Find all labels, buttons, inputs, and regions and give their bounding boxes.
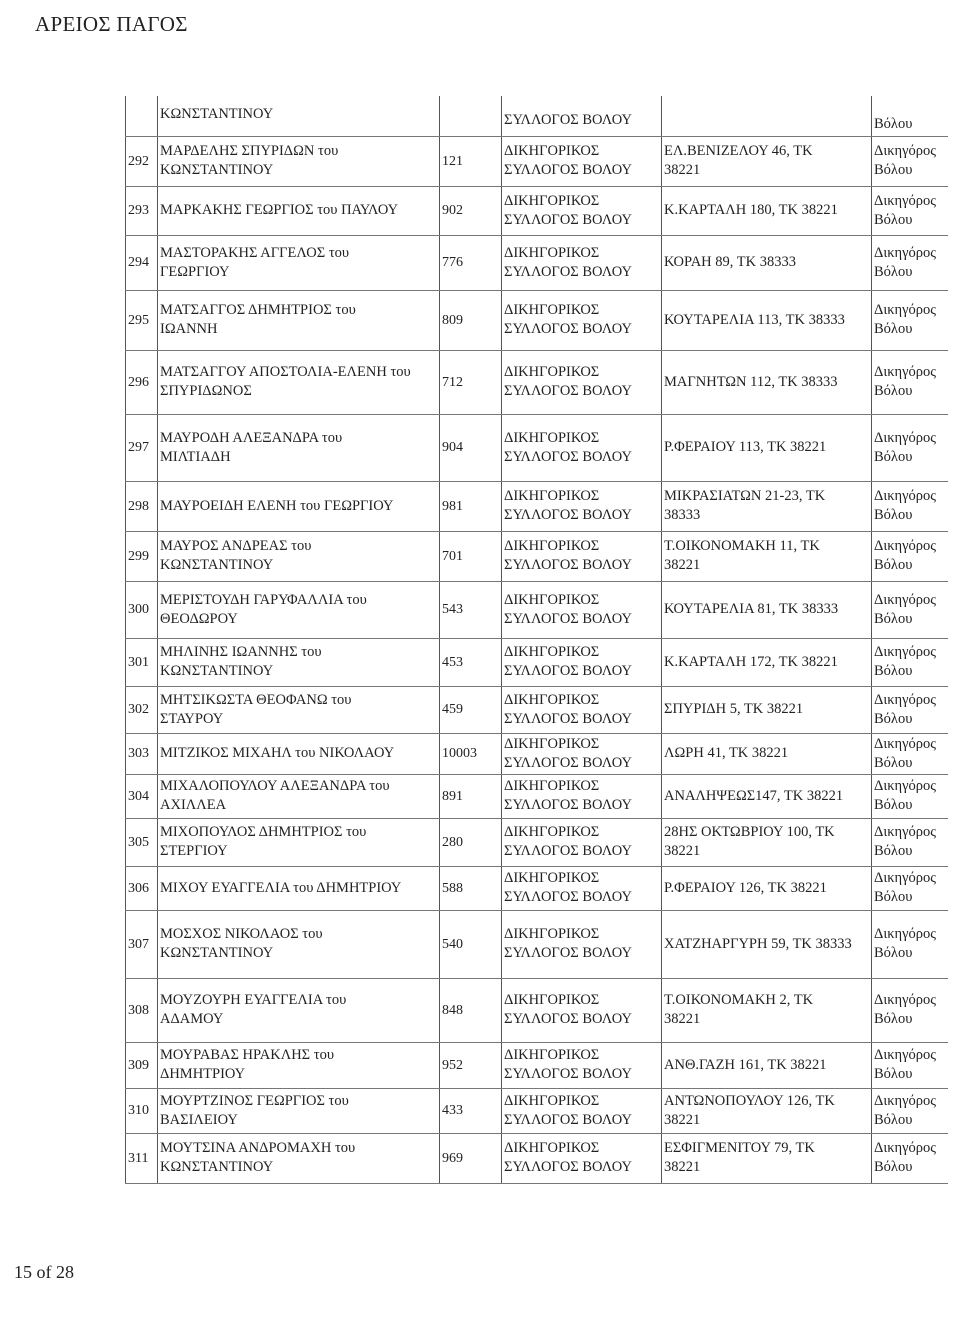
- row-number: 307: [128, 937, 149, 952]
- row-divider: [125, 774, 948, 775]
- registry-number: 453: [442, 655, 463, 670]
- lawyer-role: [874, 1092, 936, 1130]
- lawyer-name-line: ΜΑΤΣΑΓΓΟΣ ΔΗΜΗΤΡΙΟΣ του: [160, 302, 356, 318]
- registry-number: 121: [442, 154, 463, 169]
- office-address-line: Τ.ΟΙΚΟΝΟΜΑΚΗ 2, ΤΚ: [664, 992, 814, 1008]
- lawyer-role-line: Δικηγόρος: [874, 592, 937, 608]
- row-number: 300: [128, 602, 149, 617]
- registry-number: 459: [442, 702, 463, 717]
- lawyer-role-line: Δικηγόρος: [874, 824, 937, 840]
- lawyer-role-line: Δικηγόρος: [874, 870, 937, 886]
- continued-name: ΚΩΝΣΤΑΝΤΙΝΟΥ: [160, 106, 274, 122]
- row-number: 293: [128, 203, 149, 218]
- row-divider: [125, 910, 948, 911]
- lawyer-name-line: ΜΟΥΤΣΙΝΑ ΑΝΔΡΟΜΑΧΗ του: [160, 1140, 356, 1156]
- bar-association-line: ΣΥΛΛΟΓΟΣ ΒΟΛΟΥ: [504, 945, 632, 961]
- office-address: [664, 991, 813, 1029]
- bar-association-line: ΣΥΛΛΟΓΟΣ ΒΟΛΟΥ: [504, 1112, 632, 1128]
- row-divider: [125, 414, 948, 415]
- office-address-line: 38221: [664, 162, 701, 178]
- lawyer-name-line: ΣΤΕΡΓΙΟΥ: [160, 843, 228, 859]
- registry-number: 588: [442, 881, 463, 896]
- lawyer-role-line: Βόλου: [874, 663, 913, 679]
- row-divider: [125, 733, 948, 734]
- lawyer-role-line: Βόλου: [874, 1066, 913, 1082]
- office-address: [664, 1092, 835, 1130]
- lawyer-role: [874, 1046, 936, 1084]
- bar-association-line: ΣΥΛΛΟΓΟΣ ΒΟΛΟΥ: [504, 507, 632, 523]
- lawyer-name-line: ΣΤΑΥΡΟΥ: [160, 711, 224, 727]
- row-number: 306: [128, 881, 149, 896]
- lawyer-name: [160, 691, 351, 729]
- lawyer-name-line: ΚΩΝΣΤΑΝΤΙΝΟΥ: [160, 663, 274, 679]
- bar-association: [504, 991, 632, 1029]
- lawyer-name-line: ΘΕΟΔΩΡΟΥ: [160, 611, 238, 627]
- lawyer-role-line: Βόλου: [874, 611, 913, 627]
- lawyer-role-line: Βόλου: [874, 797, 913, 813]
- bar-association-line: ΔΙΚΗΓΟΡΙΚΟΣ: [504, 302, 600, 318]
- lawyer-role-line: Βόλου: [874, 321, 913, 337]
- office-address-line: ΣΠΥΡΙΔΗ 5, ΤΚ 38221: [664, 701, 804, 717]
- bar-association-line: ΔΙΚΗΓΟΡΙΚΟΣ: [504, 1047, 600, 1063]
- lawyer-role-line: Δικηγόρος: [874, 245, 937, 261]
- office-address-line: 38333: [664, 507, 701, 523]
- lawyer-role-line: Δικηγόρος: [874, 302, 937, 318]
- office-address: [664, 311, 845, 330]
- row-divider: [125, 235, 948, 236]
- bar-association: [504, 869, 632, 907]
- registry-number: 952: [442, 1058, 463, 1073]
- office-address: [664, 373, 838, 392]
- bar-association-line: ΔΙΚΗΓΟΡΙΚΟΣ: [504, 926, 600, 942]
- lawyer-name-line: ΜΑΡΔΕΛΗΣ ΣΠΥΡΙΔΩΝ του: [160, 143, 339, 159]
- lawyer-name-line: ΜΗΤΣΙΚΩΣΤΑ ΘΕΟΦΑΝΩ του: [160, 692, 352, 708]
- lawyer-name: [160, 591, 367, 629]
- bar-association-line: ΣΥΛΛΟΓΟΣ ΒΟΛΟΥ: [504, 264, 632, 280]
- column-divider: [125, 96, 126, 1183]
- office-address-line: ΑΝΑΛΗΨΕΩΣ147, ΤΚ 38221: [664, 788, 844, 804]
- bar-association-line: ΔΙΚΗΓΟΡΙΚΟΣ: [504, 1093, 600, 1109]
- bar-association-line: ΔΙΚΗΓΟΡΙΚΟΣ: [504, 644, 600, 660]
- bar-association-line: ΣΥΛΛΟΓΟΣ ΒΟΛΟΥ: [504, 611, 632, 627]
- row-divider: [125, 1183, 948, 1184]
- lawyer-name: [160, 1046, 334, 1084]
- lawyer-role: [874, 823, 936, 861]
- bar-association-line: ΔΙΚΗΓΟΡΙΚΟΣ: [504, 870, 600, 886]
- lawyer-role-line: Βόλου: [874, 449, 913, 465]
- lawyer-role-line: Δικηγόρος: [874, 692, 937, 708]
- lawyer-name-line: ΜΑΡΚΑΚΗΣ ΓΕΩΡΓΙΟΣ του ΠΑΥΛΟΥ: [160, 202, 399, 218]
- bar-association-line: ΔΙΚΗΓΟΡΙΚΟΣ: [504, 778, 600, 794]
- lawyer-role: [874, 301, 936, 339]
- office-address-line: 38221: [664, 1011, 701, 1027]
- bar-association: [504, 735, 632, 773]
- lawyer-role-line: Δικηγόρος: [874, 778, 937, 794]
- office-address-line: ΕΛ.ΒΕΝΙΖΕΛΟΥ 46, ΤΚ: [664, 143, 813, 159]
- bar-association-line: ΔΙΚΗΓΟΡΙΚΟΣ: [504, 193, 600, 209]
- bar-association: [504, 823, 632, 861]
- row-divider: [125, 1042, 948, 1043]
- row-divider: [125, 1133, 948, 1134]
- row-number: 302: [128, 702, 149, 717]
- lawyer-role-line: Δικηγόρος: [874, 193, 937, 209]
- lawyer-name: [160, 142, 338, 180]
- office-address: [664, 201, 838, 220]
- lawyer-role-line: Βόλου: [874, 264, 913, 280]
- registry-number: 280: [442, 835, 463, 850]
- lawyer-role-line: Βόλου: [874, 711, 913, 727]
- lawyer-role: [874, 869, 936, 907]
- office-address: [664, 744, 788, 763]
- bar-association: [504, 1139, 632, 1177]
- row-number: 295: [128, 313, 149, 328]
- lawyer-role: [874, 991, 936, 1029]
- lawyer-role: [874, 429, 936, 467]
- office-address-line: Ρ.ΦΕΡΑΙΟΥ 113, ΤΚ 38221: [664, 439, 827, 455]
- lawyer-name: [160, 991, 346, 1029]
- lawyer-name-line: ΜΙΧΑΛΟΠΟΥΛΟΥ ΑΛΕΞΑΝΔΡΑ του: [160, 778, 390, 794]
- lawyer-name: [160, 301, 356, 339]
- lawyer-name-line: ΜΑΥΡΟΣ ΑΝΔΡΕΑΣ του: [160, 538, 312, 554]
- lawyer-role: [874, 643, 936, 681]
- office-address: [664, 537, 820, 575]
- lawyer-role: [874, 735, 936, 773]
- bar-association-line: ΔΙΚΗΓΟΡΙΚΟΣ: [504, 538, 600, 554]
- office-address-line: Ρ.ΦΕΡΑΙΟΥ 126, ΤΚ 38221: [664, 880, 827, 896]
- lawyer-role: [874, 487, 936, 525]
- row-number: 311: [128, 1151, 149, 1166]
- lawyer-name-line: ΓΕΩΡΓΙΟΥ: [160, 264, 230, 280]
- bar-association-line: ΔΙΚΗΓΟΡΙΚΟΣ: [504, 1140, 600, 1156]
- registry-number: 981: [442, 499, 463, 514]
- row-number: 303: [128, 746, 149, 761]
- bar-association-line: ΔΙΚΗΓΟΡΙΚΟΣ: [504, 364, 600, 380]
- lawyer-name: [160, 1139, 355, 1177]
- row-divider: [125, 481, 948, 482]
- bar-association: [504, 429, 632, 467]
- row-number: 299: [128, 549, 149, 564]
- row-number: 296: [128, 375, 149, 390]
- row-number: 297: [128, 440, 149, 455]
- bar-association: [504, 591, 632, 629]
- lawyer-name: [160, 777, 390, 815]
- row-number: 310: [128, 1103, 149, 1118]
- bar-association-line: ΔΙΚΗΓΟΡΙΚΟΣ: [504, 692, 600, 708]
- lawyer-role-line: Βόλου: [874, 945, 913, 961]
- bar-association: [504, 1046, 632, 1084]
- lawyer-role: [874, 925, 936, 963]
- office-address-line: 38221: [664, 1112, 701, 1128]
- bar-association-line: ΣΥΛΛΟΓΟΣ ΒΟΛΟΥ: [504, 321, 632, 337]
- bar-association-line: ΣΥΛΛΟΓΟΣ ΒΟΛΟΥ: [504, 755, 632, 771]
- office-address-line: 28ΗΣ ΟΚΤΩΒΡΙΟΥ 100, ΤΚ: [664, 824, 835, 840]
- bar-association: [504, 487, 632, 525]
- bar-association-line: ΣΥΛΛΟΓΟΣ ΒΟΛΟΥ: [504, 162, 632, 178]
- registry-number: 848: [442, 1003, 463, 1018]
- registry-number: 891: [442, 789, 463, 804]
- lawyer-name-line: ΚΩΝΣΤΑΝΤΙΝΟΥ: [160, 1159, 274, 1175]
- column-divider: [439, 96, 440, 1183]
- row-number: 292: [128, 154, 149, 169]
- row-number: 298: [128, 499, 149, 514]
- row-divider: [125, 686, 948, 687]
- bar-association: [504, 192, 632, 230]
- lawyer-role: [874, 1139, 936, 1177]
- lawyer-name: [160, 879, 401, 898]
- bar-association-line: ΣΥΛΛΟΓΟΣ ΒΟΛΟΥ: [504, 383, 632, 399]
- lawyer-role: [874, 591, 936, 629]
- office-address: [664, 653, 838, 672]
- lawyer-name-line: ΣΠΥΡΙΔΩΝΟΣ: [160, 383, 252, 399]
- registry-number: 10003: [442, 746, 477, 761]
- lawyer-role-line: Βόλου: [874, 1159, 913, 1175]
- office-address-line: Κ.ΚΑΡΤΑΛΗ 180, ΤΚ 38221: [664, 202, 838, 218]
- office-address: [664, 700, 803, 719]
- office-address: [664, 1056, 827, 1075]
- row-divider: [125, 350, 948, 351]
- page-number: 15 of 28: [14, 1262, 74, 1282]
- bar-association-line: ΔΙΚΗΓΟΡΙΚΟΣ: [504, 430, 600, 446]
- registry-number: 904: [442, 440, 463, 455]
- lawyer-role-line: Δικηγόρος: [874, 488, 937, 504]
- lawyer-role-line: Δικηγόρος: [874, 926, 937, 942]
- bar-association: [504, 537, 632, 575]
- bar-association-line: ΔΙΚΗΓΟΡΙΚΟΣ: [504, 488, 600, 504]
- office-address: [664, 823, 835, 861]
- lawyer-name: [160, 201, 398, 220]
- lawyer-name-line: ΜΙΧΟΠΟΥΛΟΣ ΔΗΜΗΤΡΙΟΣ του: [160, 824, 367, 840]
- row-number: 308: [128, 1003, 149, 1018]
- registry-number: 809: [442, 313, 463, 328]
- bar-association-line: ΣΥΛΛΟΓΟΣ ΒΟΛΟΥ: [504, 663, 632, 679]
- lawyer-role-line: Δικηγόρος: [874, 736, 937, 752]
- registry-number: 540: [442, 937, 463, 952]
- row-number: 309: [128, 1058, 149, 1073]
- lawyer-role: [874, 777, 936, 815]
- bar-association-line: ΔΙΚΗΓΟΡΙΚΟΣ: [504, 736, 600, 752]
- row-divider: [125, 531, 948, 532]
- lawyer-name: [160, 1092, 349, 1130]
- office-address-line: ΕΣΦΙΓΜΕΝΙΤΟΥ 79, ΤΚ: [664, 1140, 815, 1156]
- lawyer-role: [874, 142, 936, 180]
- office-address: [664, 487, 825, 525]
- lawyer-role-line: Δικηγόρος: [874, 1047, 937, 1063]
- row-divider: [125, 866, 948, 867]
- bar-association: [504, 244, 632, 282]
- office-address-line: ΚΟΥΤΑΡΕΛΙΑ 113, ΤΚ 38333: [664, 312, 845, 328]
- lawyer-name-line: ΚΩΝΣΤΑΝΤΙΝΟΥ: [160, 945, 274, 961]
- lawyer-name-line: ΜΗΛΙΝΗΣ ΙΩΑΝΝΗΣ του: [160, 644, 322, 660]
- registry-number: 969: [442, 1151, 463, 1166]
- lawyer-role-line: Βόλου: [874, 843, 913, 859]
- registry-number: 543: [442, 602, 463, 617]
- lawyer-role-line: Δικηγόρος: [874, 992, 937, 1008]
- row-divider: [125, 581, 948, 582]
- lawyer-name: [160, 823, 366, 861]
- row-divider: [125, 818, 948, 819]
- bar-association: [504, 691, 632, 729]
- lawyer-name-line: ΜΑΤΣΑΓΓΟΥ ΑΠΟΣΤΟΛΙΑ-ΕΛΕΝΗ του: [160, 364, 411, 380]
- lawyer-role-line: Βόλου: [874, 889, 913, 905]
- lawyer-name: [160, 643, 322, 681]
- lawyer-role-line: Βόλου: [874, 755, 913, 771]
- office-address: [664, 1139, 815, 1177]
- lawyer-name-line: ΙΩΑΝΝΗ: [160, 321, 218, 337]
- row-divider: [125, 186, 948, 187]
- lawyer-role-line: Βόλου: [874, 1112, 913, 1128]
- row-number: 304: [128, 789, 149, 804]
- bar-association-line: ΣΥΛΛΟΓΟΣ ΒΟΛΟΥ: [504, 711, 632, 727]
- office-address-line: ΜΑΓΝΗΤΩΝ 112, ΤΚ 38333: [664, 374, 838, 390]
- column-divider: [871, 96, 872, 1183]
- bar-association-line: ΣΥΛΛΟΓΟΣ ΒΟΛΟΥ: [504, 843, 632, 859]
- lawyer-role: [874, 537, 936, 575]
- lawyer-name: [160, 744, 394, 763]
- registry-number: 712: [442, 375, 463, 390]
- office-address-line: 38221: [664, 843, 701, 859]
- page-title: ΑΡΕΙΟΣ ΠΑΓΟΣ: [35, 12, 188, 36]
- column-divider: [661, 96, 662, 1183]
- office-address: [664, 142, 813, 180]
- bar-association-line: ΣΥΛΛΟΓΟΣ ΒΟΛΟΥ: [504, 1011, 632, 1027]
- column-divider: [157, 96, 158, 1183]
- bar-association: [504, 1092, 632, 1130]
- row-divider: [125, 638, 948, 639]
- lawyer-role-line: Βόλου: [874, 557, 913, 573]
- lawyer-role-line: Δικηγόρος: [874, 143, 937, 159]
- lawyer-name-line: ΒΑΣΙΛΕΙΟΥ: [160, 1112, 238, 1128]
- continued-role: Βόλου: [874, 116, 913, 132]
- lawyer-name-line: ΜΑΣΤΟΡΑΚΗΣ ΑΓΓΕΛΟΣ του: [160, 245, 350, 261]
- office-address-line: ΚΟΡΑΗ 89, ΤΚ 38333: [664, 254, 796, 270]
- office-address-line: Τ.ΟΙΚΟΝΟΜΑΚΗ 11, ΤΚ: [664, 538, 820, 554]
- office-address: [664, 600, 838, 619]
- lawyer-name: [160, 537, 311, 575]
- bar-association-line: ΣΥΛΛΟΓΟΣ ΒΟΛΟΥ: [504, 449, 632, 465]
- lawyer-name: [160, 429, 342, 467]
- registry-number: 433: [442, 1103, 463, 1118]
- row-number: 301: [128, 655, 149, 670]
- bar-association-line: ΣΥΛΛΟΓΟΣ ΒΟΛΟΥ: [504, 1066, 632, 1082]
- bar-association-line: ΣΥΛΛΟΓΟΣ ΒΟΛΟΥ: [504, 212, 632, 228]
- lawyer-role-line: Δικηγόρος: [874, 364, 937, 380]
- office-address-line: ΛΩΡΗ 41, ΤΚ 38221: [664, 745, 789, 761]
- lawyer-role-line: Βόλου: [874, 1011, 913, 1027]
- bar-association: [504, 142, 632, 180]
- lawyer-name-line: ΚΩΝΣΤΑΝΤΙΝΟΥ: [160, 557, 274, 573]
- lawyer-role: [874, 192, 936, 230]
- bar-association: [504, 925, 632, 963]
- lawyer-name-line: ΜΑΥΡΟΕΙΔΗ ΕΛΕΝΗ του ΓΕΩΡΓΙΟΥ: [160, 498, 394, 514]
- lawyer-role-line: Δικηγόρος: [874, 1093, 937, 1109]
- office-address: [664, 438, 826, 457]
- bar-association-line: ΣΥΛΛΟΓΟΣ ΒΟΛΟΥ: [504, 1159, 632, 1175]
- lawyer-role-line: Δικηγόρος: [874, 538, 937, 554]
- lawyer-role: [874, 691, 936, 729]
- bar-association-line: ΔΙΚΗΓΟΡΙΚΟΣ: [504, 824, 600, 840]
- office-address-line: ΑΝΘ.ΓΑΖΗ 161, ΤΚ 38221: [664, 1057, 827, 1073]
- lawyer-name: [160, 244, 349, 282]
- lawyer-name-line: ΔΗΜΗΤΡΙΟΥ: [160, 1066, 246, 1082]
- bar-association-line: ΔΙΚΗΓΟΡΙΚΟΣ: [504, 992, 600, 1008]
- office-address-line: ΚΟΥΤΑΡΕΛΙΑ 81, ΤΚ 38333: [664, 601, 839, 617]
- office-address-line: 38221: [664, 557, 701, 573]
- lawyer-role-line: Δικηγόρος: [874, 1140, 937, 1156]
- lawyer-name-line: ΜΕΡΙΣΤΟΥΔΗ ΓΑΡΥΦΑΛΛΙΑ του: [160, 592, 367, 608]
- lawyer-name-line: ΜΟΣΧΟΣ ΝΙΚΟΛΑΟΣ του: [160, 926, 323, 942]
- bar-association-line: ΣΥΛΛΟΓΟΣ ΒΟΛΟΥ: [504, 557, 632, 573]
- lawyer-role-line: Βόλου: [874, 507, 913, 523]
- row-divider: [125, 1088, 948, 1089]
- bar-association-line: ΣΥΛΛΟΓΟΣ ΒΟΛΟΥ: [504, 797, 632, 813]
- lawyer-role: [874, 244, 936, 282]
- office-address-line: ΑΝΤΩΝΟΠΟΥΛΟΥ 126, ΤΚ: [664, 1093, 835, 1109]
- office-address-line: Κ.ΚΑΡΤΑΛΗ 172, ΤΚ 38221: [664, 654, 838, 670]
- office-address-line: ΜΙΚΡΑΣΙΑΤΩΝ 21-23, ΤΚ: [664, 488, 826, 504]
- lawyer-name: [160, 497, 393, 516]
- bar-association: [504, 777, 632, 815]
- registry-number: 701: [442, 549, 463, 564]
- lawyer-name-line: ΜΙΛΤΙΑΔΗ: [160, 449, 231, 465]
- lawyer-name-line: ΜΑΥΡΟΔΗ ΑΛΕΞΑΝΔΡΑ του: [160, 430, 343, 446]
- lawyer-name-line: ΜΙΤΖΙΚΟΣ ΜΙΧΑΗΛ του ΝΙΚΟΛΑΟΥ: [160, 745, 395, 761]
- lawyer-role-line: Βόλου: [874, 212, 913, 228]
- lawyer-name-line: ΜΟΥΖΟΥΡΗ ΕΥΑΓΓΕΛΙΑ του: [160, 992, 347, 1008]
- lawyer-role-line: Βόλου: [874, 162, 913, 178]
- lawyer-role: [874, 363, 936, 401]
- row-divider: [125, 290, 948, 291]
- row-divider: [125, 978, 948, 979]
- office-address: [664, 879, 827, 898]
- column-divider: [501, 96, 502, 1183]
- lawyer-name-line: ΜΙΧΟΥ ΕΥΑΓΓΕΛΙΑ του ΔΗΜΗΤΡΙΟΥ: [160, 880, 402, 896]
- bar-association-line: ΔΙΚΗΓΟΡΙΚΟΣ: [504, 245, 600, 261]
- lawyer-role-line: Βόλου: [874, 383, 913, 399]
- lawyer-name-line: ΚΩΝΣΤΑΝΤΙΝΟΥ: [160, 162, 274, 178]
- office-address: [664, 253, 796, 272]
- bar-association: [504, 643, 632, 681]
- bar-association: [504, 301, 632, 339]
- office-address: [664, 935, 852, 954]
- row-divider: [125, 136, 948, 137]
- office-address-line: 38221: [664, 1159, 701, 1175]
- lawyer-name-line: ΑΔΑΜΟΥ: [160, 1011, 224, 1027]
- lawyer-name: [160, 925, 323, 963]
- lawyer-role-line: Δικηγόρος: [874, 644, 937, 660]
- registry-number: 902: [442, 203, 463, 218]
- bar-association: [504, 363, 632, 401]
- office-address: [664, 787, 843, 806]
- lawyer-name-line: ΜΟΥΡΤΖΙΝΟΣ ΓΕΩΡΓΙΟΣ του: [160, 1093, 349, 1109]
- row-number: 294: [128, 255, 149, 270]
- row-number: 305: [128, 835, 149, 850]
- office-address-line: ΧΑΤΖΗΑΡΓΥΡΗ 59, ΤΚ 38333: [664, 936, 852, 952]
- bar-association-line: ΔΙΚΗΓΟΡΙΚΟΣ: [504, 143, 600, 159]
- registry-number: 776: [442, 255, 463, 270]
- lawyer-role-line: Δικηγόρος: [874, 430, 937, 446]
- continued-association: ΣΥΛΛΟΓΟΣ ΒΟΛΟΥ: [504, 112, 632, 128]
- lawyer-name-line: ΑΧΙΛΛΕΑ: [160, 797, 227, 813]
- lawyer-name-line: ΜΟΥΡΑΒΑΣ ΗΡΑΚΛΗΣ του: [160, 1047, 335, 1063]
- bar-association-line: ΔΙΚΗΓΟΡΙΚΟΣ: [504, 592, 600, 608]
- lawyer-name: [160, 363, 411, 401]
- bar-association-line: ΣΥΛΛΟΓΟΣ ΒΟΛΟΥ: [504, 889, 632, 905]
